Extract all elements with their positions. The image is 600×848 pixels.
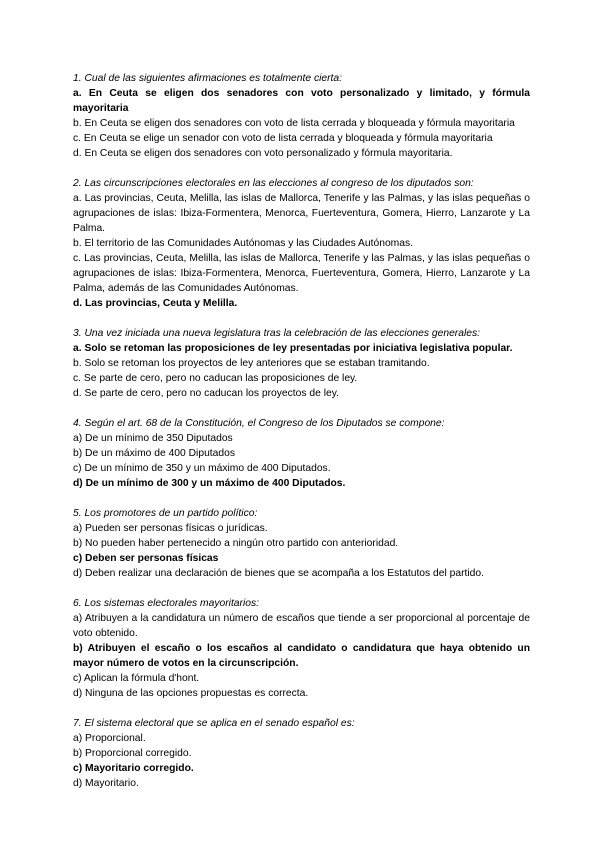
- question-title: 3. Una vez iniciada una nueva legislatura tras la celebración de las elecciones generales:: [73, 328, 480, 339]
- answer-option: c. Se parte de cero, pero no caducan las proposiciones de ley.: [73, 373, 358, 384]
- answer-option: c) De un mínimo de 350 y un máximo de 400 Diputados.: [73, 463, 331, 474]
- question-3: [73, 326, 530, 401]
- question-4: [73, 416, 530, 491]
- question-title: 2. Las circunscripciones electorales en las elecciones al congreso de los diputados son:: [73, 178, 474, 189]
- answer-option: b. Solo se retoman los proyectos de ley anteriores que se estaban tramitando.: [73, 358, 430, 369]
- correct-answer-option: c) Mayoritario corregido.: [73, 763, 194, 774]
- question-title: 4. Según el art. 68 de la Constitución, el Congreso de los Diputados se compone:: [73, 418, 445, 429]
- answer-option: d) Deben realizar una declaración de bienes que se acompaña a los Estatutos del partido.: [73, 568, 484, 579]
- answer-option: a) Proporcional.: [73, 733, 146, 744]
- question-7: [73, 716, 530, 791]
- question-6: [73, 596, 530, 701]
- correct-answer-option: c) Deben ser personas físicas: [73, 553, 219, 564]
- question-5: [73, 506, 530, 581]
- answer-option: a) Atribuyen a la candidatura un número de escaños que tiende a ser proporcional al porcentaje de voto obtenido.: [73, 613, 530, 639]
- answer-option: b. En Ceuta se eligen dos senadores con voto de lista cerrada y bloqueada y fórmula mayoritaria: [73, 118, 515, 129]
- answer-option: c. Las provincias, Ceuta, Melilla, las islas de Mallorca, Tenerife y las Palmas, y las islas pequeñas o agrupaciones de islas: Ibiza-Formentera, Menorca, Fuerteventura, Gomera, Hierro, Lanzarote y La Palma, además de las Comunidades Autónomas.: [73, 253, 530, 294]
- answer-option: d) Ninguna de las opciones propuestas es correcta.: [73, 688, 309, 699]
- answer-option: a) De un mínimo de 350 Diputados: [73, 433, 233, 444]
- answer-option: b) No pueden haber pertenecido a ningún otro partido con anterioridad.: [73, 538, 399, 549]
- answer-option: d) Mayoritario.: [73, 778, 139, 789]
- answer-option: a) Pueden ser personas físicas o jurídicas.: [73, 523, 268, 534]
- question-title: 5. Los promotores de un partido político:: [73, 508, 258, 519]
- answer-option: d. En Ceuta se eligen dos senadores con voto personalizado y fórmula mayoritaria.: [73, 148, 453, 159]
- question-1: [73, 71, 530, 161]
- question-title: 7. El sistema electoral que se aplica en el senado español es:: [73, 718, 355, 729]
- correct-answer-option: d) De un mínimo de 300 y un máximo de 400 Diputados.: [73, 478, 346, 489]
- correct-answer-option: d. Las provincias, Ceuta y Melilla.: [73, 298, 238, 309]
- correct-answer-option: a. En Ceuta se eligen dos senadores con voto personalizado y limitado, y fórmula mayoritaria: [73, 88, 530, 114]
- answer-option: a. Las provincias, Ceuta, Melilla, las islas de Mallorca, Tenerife y las Palmas, y las islas pequeñas o agrupaciones de islas: Ibiza-Formentera, Menorca, Fuerteventura, Gomera, Hierro, Lanzarote y La Palma.: [73, 193, 530, 234]
- correct-answer-option: a. Solo se retoman las proposiciones de ley presentadas por iniciativa legislativa popular.: [73, 343, 513, 354]
- correct-answer-option: b) Atribuyen el escaño o los escaños al candidato o candidatura que haya obtenido un mayor número de votos en la circunscripción.: [73, 643, 530, 669]
- question-title: 1. Cual de las siguientes afirmaciones es totalmente cierta:: [73, 73, 343, 84]
- answer-option: b. El territorio de las Comunidades Autónomas y las Ciudades Autónomas.: [73, 238, 413, 249]
- question-title: 6. Los sistemas electorales mayoritarios:: [73, 598, 259, 609]
- answer-option: c) Aplican la fórmula d'hont.: [73, 673, 200, 684]
- answer-option: b) Proporcional corregido.: [73, 748, 192, 759]
- answer-option: c. En Ceuta se elige un senador con voto de lista cerrada y bloqueada y fórmula mayoritaria: [73, 133, 493, 144]
- answer-option: d. Se parte de cero, pero no caducan los proyectos de ley.: [73, 388, 339, 399]
- answer-option: b) De un máximo de 400 Diputados: [73, 448, 235, 459]
- question-2: [73, 176, 530, 311]
